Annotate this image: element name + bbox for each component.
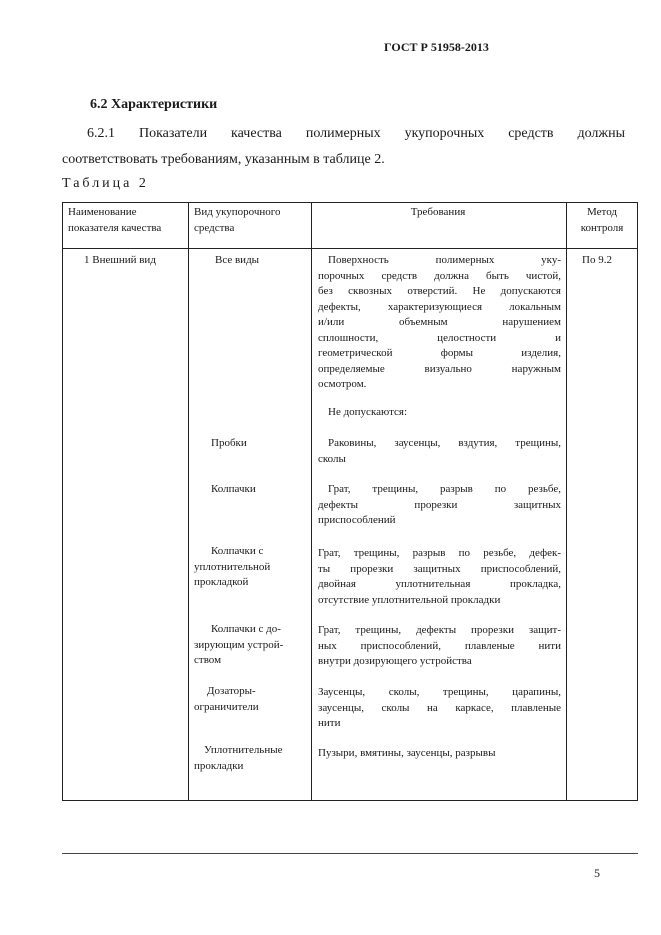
document-id: ГОСТ Р 51958-2013 (384, 40, 489, 54)
req-caps-line-2: дефекты прорезки защитных (318, 498, 561, 511)
req-limit-dispensers-line-2: заусенцы, сколы на каркасе, плавленые (318, 701, 561, 714)
req-all-kinds-line-5: и/или объемным нарушением (318, 316, 561, 328)
type-dosing-caps-line-1: Колпачки с до- (211, 623, 281, 635)
type-gaskets (194, 743, 308, 774)
table-border-right (637, 202, 638, 801)
footer-divider (62, 853, 638, 854)
req-limit-dispensers (318, 685, 561, 732)
req-limit-dispensers-line-1: Заусенцы, сколы, трещины, царапины, (318, 686, 561, 698)
table-header-divider (62, 248, 638, 249)
type-caps: Колпачки (211, 483, 256, 495)
method-cell: По 9.2 (582, 254, 612, 266)
req-all-kinds-line-1: Поверхность полимерных уку- (328, 254, 561, 266)
type-caps-with-gasket-line-2: уплотнительной (194, 560, 271, 573)
header-closure-type: Вид укупорочного средства (194, 206, 281, 234)
table-border-top (62, 202, 638, 203)
type-limit-dispensers (194, 684, 308, 715)
header-requirements: Требования (410, 206, 466, 218)
type-dosing-caps-line-3: ством (194, 654, 222, 666)
req-gaskets: Пузыри, вмятины, заусенцы, разрывы (318, 747, 496, 759)
type-stoppers: Пробки (211, 437, 247, 449)
type-dosing-caps-line-2: зирующим устрой- (194, 638, 284, 651)
req-all-kinds-line-4: дефекты, характеризующиеся локальным (318, 300, 561, 313)
req-all-kinds-line-3: без сквозных отверстий. Не допускаются (318, 285, 561, 297)
req-dosing-caps-line-2: ных приспособлений, плавленые нити (318, 639, 561, 652)
type-caps-with-gasket (194, 544, 308, 591)
req-dosing-caps (318, 623, 561, 670)
req-all-kinds-line-2: порочных средств должна быть чистой, (318, 269, 561, 282)
paragraph-line-2: соответствовать требованиям, указанным в таблице 2. (62, 152, 385, 167)
table-caption: Таблица 2 (62, 176, 149, 191)
req-all-kinds (318, 253, 561, 393)
req-caps-line-3: приспособлений (318, 514, 396, 526)
type-caps-with-gasket-line-3: прокладкой (194, 576, 249, 588)
req-limit-dispensers-line-3: нити (318, 717, 341, 729)
table-column-divider-3 (566, 202, 567, 801)
req-stoppers-line-2: сколы (318, 452, 346, 465)
req-dosing-caps-line-3: внутри дозирующего устройства (318, 655, 472, 667)
req-caps (318, 482, 561, 529)
type-dosing-caps (194, 622, 308, 669)
req-caps-with-gasket-line-3: двойная уплотнительная прокладка, (318, 578, 561, 590)
req-caps-with-gasket-line-2: ты прорезки защитных приспособлений, (318, 562, 561, 575)
indicator-cell: 1 Внешний вид (84, 254, 156, 266)
req-stoppers (318, 436, 561, 467)
table-border-left (62, 202, 63, 801)
type-caps-with-gasket-line-1: Колпачки с (211, 545, 264, 557)
req-all-kinds-line-7: геометрической формы изделия, (318, 347, 561, 359)
paragraph-line-1: 6.2.1 Показатели качества полимерных укупорочных средств должны (87, 126, 625, 141)
page-number: 5 (594, 866, 600, 880)
type-gaskets-line-1: Уплотнительные (204, 744, 283, 756)
req-not-allowed-note: Не допускаются: (328, 406, 408, 418)
req-dosing-caps-line-1: Грат, трещины, дефекты прорезки защит- (318, 624, 561, 636)
section-title: 6.2 Характеристики (90, 97, 218, 112)
req-stoppers-line-1: Раковины, заусенцы, вздутия, трещины, (328, 437, 561, 449)
req-caps-with-gasket-line-1: Грат, трещины, разрыв по резьбе, дефек- (318, 547, 561, 559)
table-border-bottom (62, 800, 638, 801)
req-caps-with-gasket-line-4: отсутствие уплотнительной прокладки (318, 593, 501, 606)
type-gaskets-line-2: прокладки (194, 759, 244, 772)
table-column-divider-2 (311, 202, 312, 801)
header-indicator: Наименование показателя качества (68, 206, 162, 234)
type-limit-dispensers-line-1: Дозаторы- (207, 685, 256, 697)
header-method: Метод контроля (580, 206, 624, 234)
req-caps-line-1: Грат, трещины, разрыв по резьбе, (328, 483, 561, 495)
req-all-kinds-line-6: сплошности, целостности и (318, 331, 561, 344)
req-all-kinds-line-8: определяемые визуально наружным (318, 362, 561, 375)
type-limit-dispensers-line-2: ограничители (194, 700, 259, 713)
req-caps-with-gasket (318, 546, 561, 608)
table-column-divider-1 (188, 202, 189, 801)
type-all-kinds: Все виды (215, 254, 260, 266)
req-all-kinds-line-9: осмотром. (318, 378, 367, 390)
